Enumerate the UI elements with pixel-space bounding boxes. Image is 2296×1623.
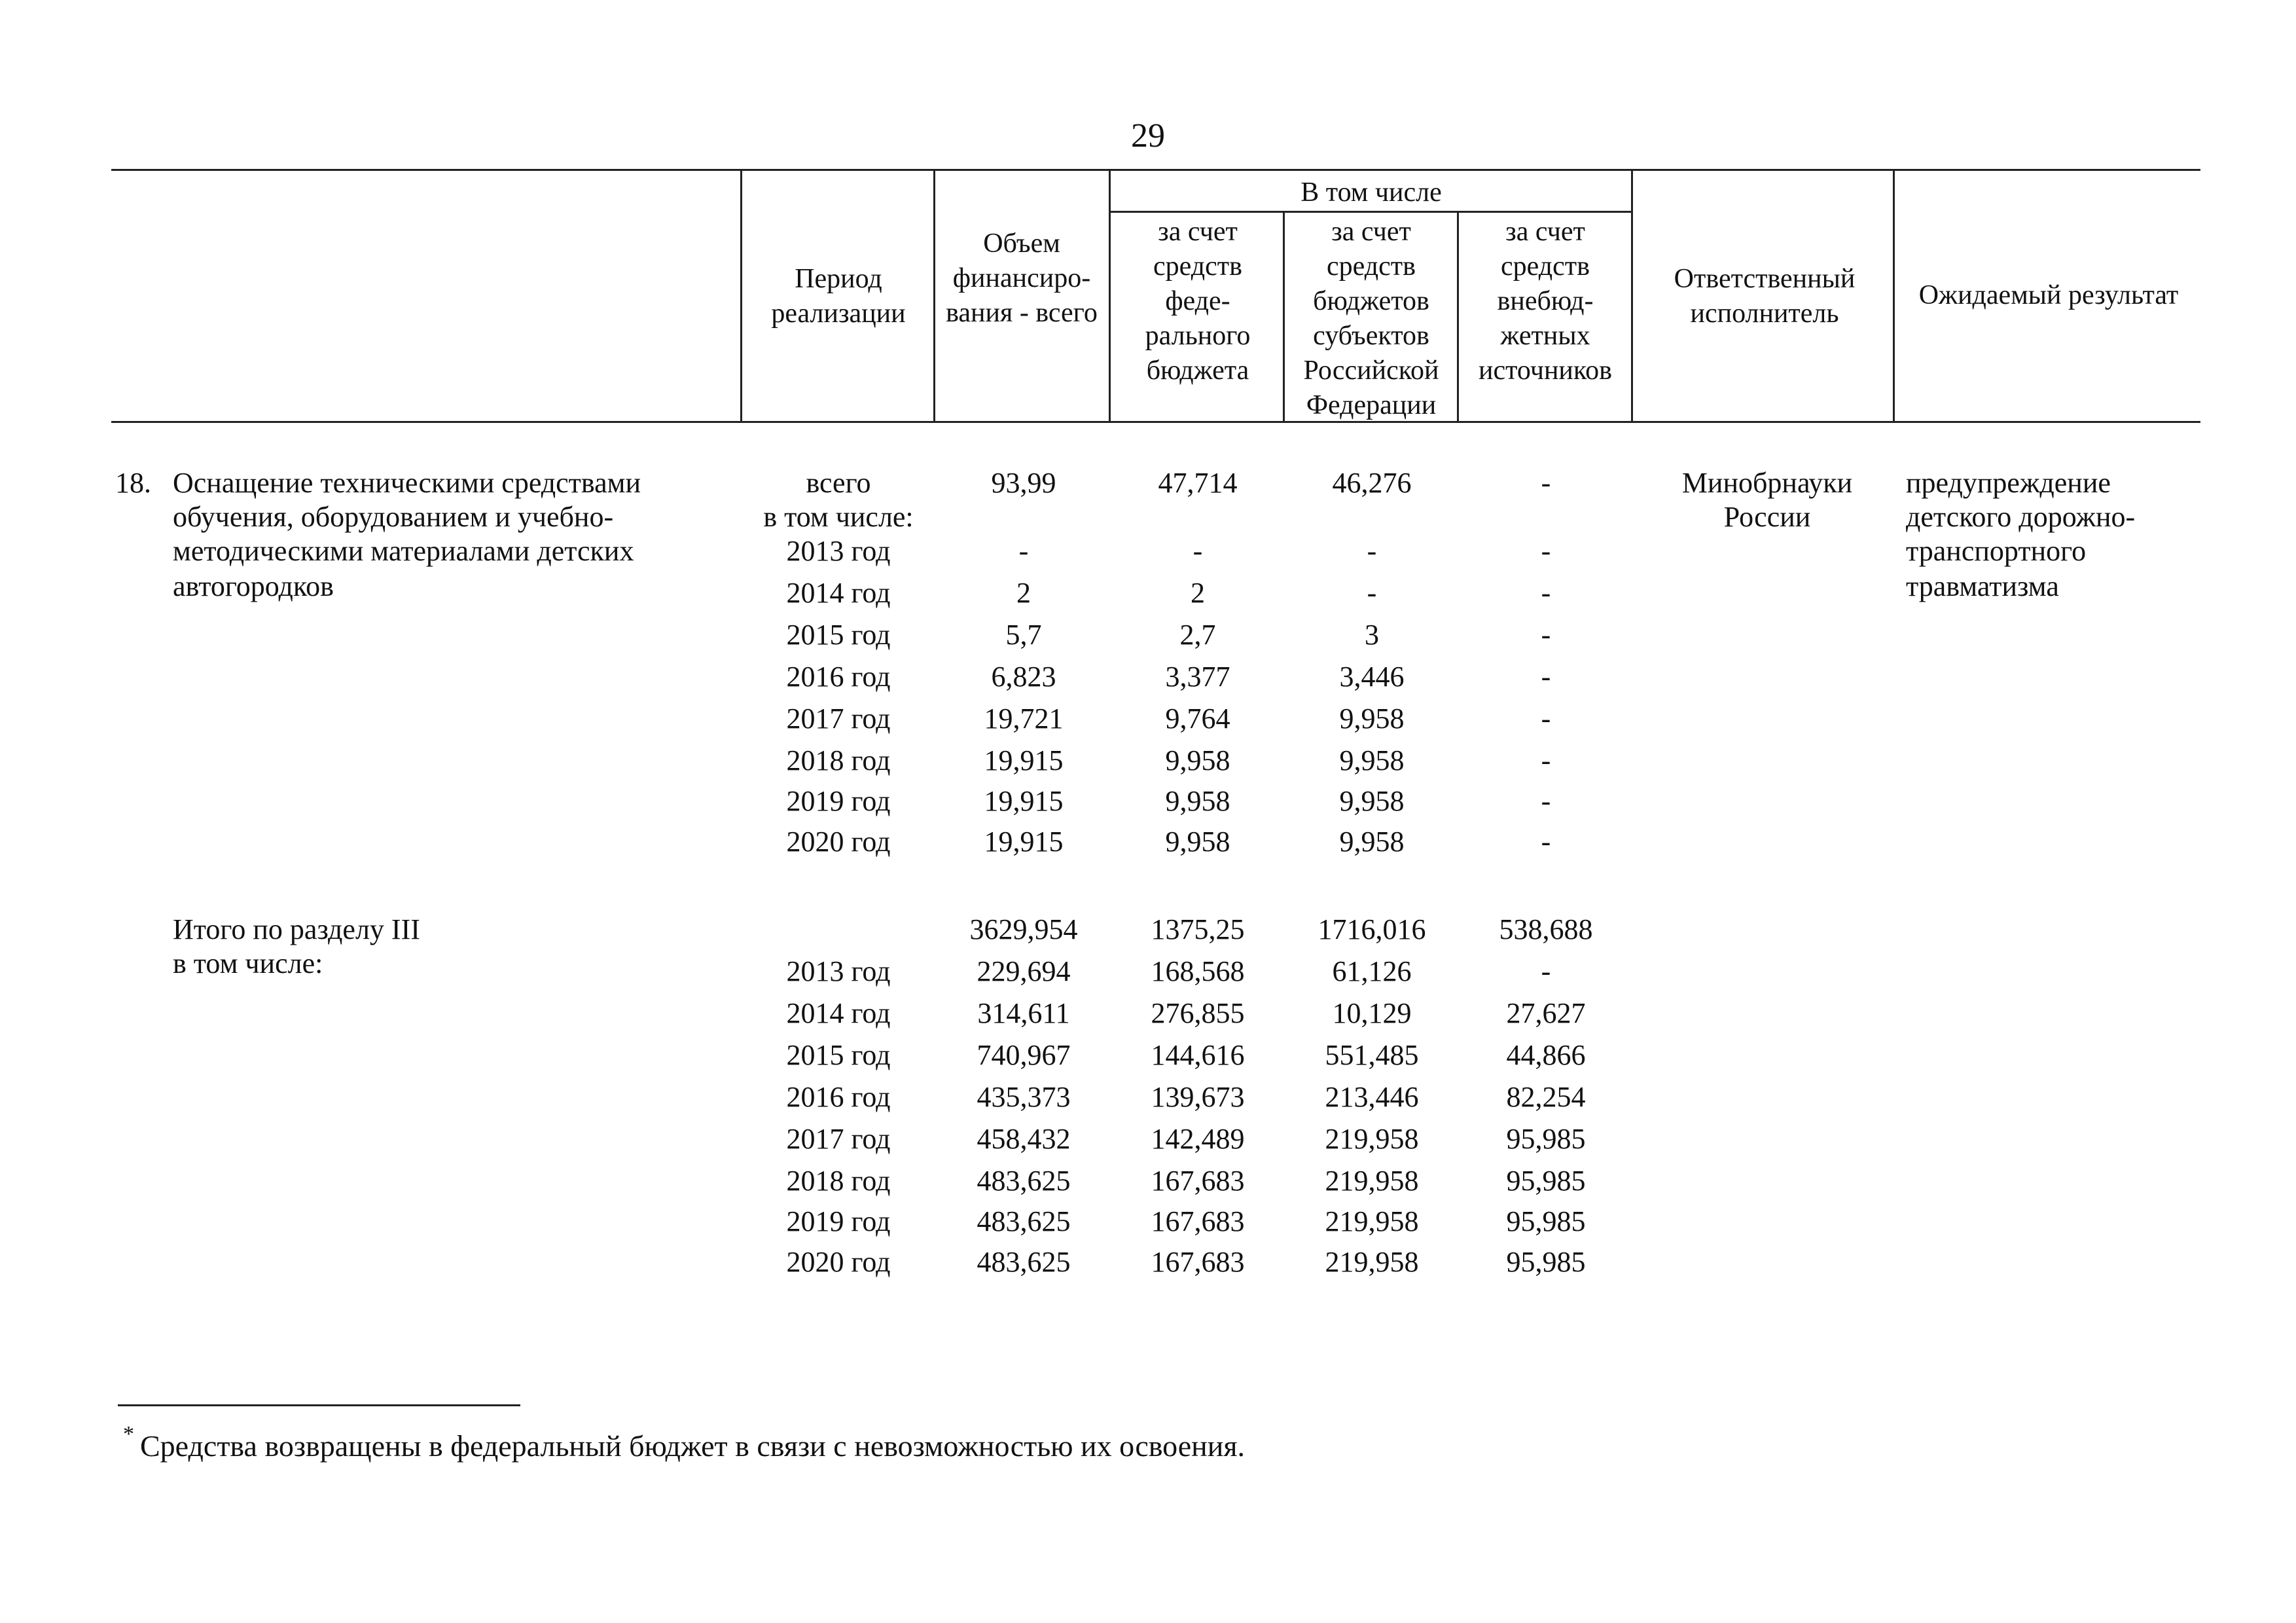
col-divider [740, 169, 742, 423]
footnote-mark: * [123, 1422, 134, 1446]
row-extra: - [1541, 661, 1551, 693]
row-extra: 95,985 [1506, 1123, 1586, 1155]
row-period: 2019 год [786, 1205, 891, 1237]
section-total-title: Итого по разделу III [173, 913, 420, 945]
header-result: Ожидаемый результат [1918, 280, 2179, 310]
footnote-text: Средства возвращены в федеральный бюджет в связи с невозможностью их освоения. [140, 1429, 1246, 1463]
header-volume: Объем финансиро- вания - всего [946, 228, 1098, 328]
row-period: 2020 год [786, 1246, 891, 1278]
row-period: 2019 год [786, 785, 891, 817]
col-divider [1457, 211, 1459, 423]
item-title-line: автогородков [173, 570, 334, 602]
row-extra: - [1541, 744, 1551, 776]
row-total: 2 [1016, 577, 1031, 609]
section-total-subtitle: в том числе: [173, 947, 323, 979]
row-extra: - [1541, 535, 1551, 567]
row-total: 19,915 [984, 785, 1064, 817]
row-federal: 9,764 [1165, 702, 1230, 735]
row-extra: - [1541, 826, 1551, 858]
row-period: 2016 год [786, 661, 891, 693]
row-regional: - [1367, 535, 1377, 567]
row-federal: 167,683 [1151, 1246, 1245, 1278]
header-including: В том числе [1300, 177, 1442, 208]
row-period: в том числе: [763, 501, 914, 533]
row-extra: - [1541, 702, 1551, 735]
row-federal: 9,958 [1165, 744, 1230, 776]
row-regional: 219,958 [1325, 1246, 1419, 1278]
result-line: предупреждение [1906, 467, 2111, 499]
row-extra: - [1541, 467, 1551, 499]
row-regional: - [1367, 577, 1377, 609]
header-bottom-rule [111, 421, 2200, 423]
row-period: 2018 год [786, 744, 891, 776]
row-period: 2017 год [786, 1123, 891, 1155]
row-federal: - [1193, 535, 1203, 567]
page-number: 29 [1131, 117, 1165, 155]
row-total: 458,432 [977, 1123, 1071, 1155]
row-extra: - [1541, 955, 1551, 987]
row-extra: - [1541, 577, 1551, 609]
row-total: 19,721 [984, 702, 1064, 735]
item-title-line: Оснащение техническими средствами [173, 467, 641, 499]
header-executor: Ответственный исполнитель [1674, 264, 1856, 329]
row-total: 19,915 [984, 826, 1064, 858]
row-regional: 9,958 [1339, 785, 1405, 817]
row-period: 2015 год [786, 1039, 891, 1071]
executor-line: Минобрнауки [1681, 467, 1853, 499]
row-period: 2020 год [786, 826, 891, 858]
row-regional: 46,276 [1332, 467, 1412, 499]
col-divider [1109, 169, 1111, 423]
row-extra: - [1541, 785, 1551, 817]
row-federal: 9,958 [1165, 785, 1230, 817]
including-rule [1109, 211, 1631, 213]
row-extra: 27,627 [1506, 997, 1586, 1029]
row-extra: 538,688 [1499, 913, 1593, 945]
row-federal: 47,714 [1158, 467, 1238, 499]
row-federal: 167,683 [1151, 1165, 1245, 1197]
row-federal: 276,855 [1151, 997, 1245, 1029]
row-total: 483,625 [977, 1246, 1071, 1278]
col-divider [1893, 169, 1895, 423]
row-period: 2014 год [786, 577, 891, 609]
row-federal: 167,683 [1151, 1205, 1245, 1237]
row-regional: 3,446 [1339, 661, 1405, 693]
row-federal: 1375,25 [1151, 913, 1245, 945]
row-extra: - [1541, 619, 1551, 651]
col-divider [1283, 211, 1285, 423]
row-total: 229,694 [977, 955, 1071, 987]
row-regional: 219,958 [1325, 1205, 1419, 1237]
row-regional: 219,958 [1325, 1165, 1419, 1197]
row-total: 5,7 [1005, 619, 1042, 651]
row-period: всего [806, 467, 871, 499]
row-total: 3629,954 [969, 913, 1078, 945]
row-total: 740,967 [977, 1039, 1071, 1071]
row-extra: 95,985 [1506, 1165, 1586, 1197]
row-regional: 551,485 [1325, 1039, 1419, 1071]
header-extrabudget: за счет средств внебюд- жетных источников [1478, 217, 1612, 386]
col-divider [933, 169, 935, 423]
header-federal: за счет средств феде- рального бюджета [1145, 217, 1251, 386]
row-regional: 9,958 [1339, 702, 1405, 735]
row-total: 19,915 [984, 744, 1064, 776]
row-extra: 82,254 [1506, 1081, 1586, 1113]
item-title-line: обучения, оборудованием и учебно- [173, 501, 614, 533]
row-federal: 144,616 [1151, 1039, 1245, 1071]
row-regional: 3 [1365, 619, 1379, 651]
row-total: 483,625 [977, 1165, 1071, 1197]
row-extra: 95,985 [1506, 1246, 1586, 1278]
row-total: 483,625 [977, 1205, 1071, 1237]
row-federal: 139,673 [1151, 1081, 1245, 1113]
row-federal: 3,377 [1165, 661, 1230, 693]
header-regional: за счет средств бюджетов субъектов Российской Федерации [1303, 217, 1439, 420]
executor-line: России [1723, 501, 1811, 533]
row-total: - [1018, 535, 1029, 567]
row-regional: 61,126 [1332, 955, 1412, 987]
row-total: 6,823 [991, 661, 1056, 693]
item-number: 18. [115, 467, 151, 499]
row-period: 2015 год [786, 619, 891, 651]
row-federal: 142,489 [1151, 1123, 1245, 1155]
row-period: 2014 год [786, 997, 891, 1029]
item-title-line: методическими материалами детских [173, 535, 634, 567]
result-line: транспортного [1906, 535, 2087, 567]
row-regional: 9,958 [1339, 744, 1405, 776]
row-total: 93,99 [991, 467, 1056, 499]
header-top-rule [111, 169, 2200, 171]
row-federal: 2,7 [1179, 619, 1216, 651]
row-extra: 44,866 [1506, 1039, 1586, 1071]
row-period: 2016 год [786, 1081, 891, 1113]
result-line: травматизма [1906, 570, 2059, 602]
row-regional: 9,958 [1339, 826, 1405, 858]
row-regional: 219,958 [1325, 1123, 1419, 1155]
header-period: Период реализации [771, 264, 906, 329]
row-regional: 1716,016 [1318, 913, 1426, 945]
row-period: 2018 год [786, 1165, 891, 1197]
row-period: 2017 год [786, 702, 891, 735]
row-extra: 95,985 [1506, 1205, 1586, 1237]
row-regional: 213,446 [1325, 1081, 1419, 1113]
row-federal: 2 [1191, 577, 1205, 609]
footnote-rule [118, 1404, 520, 1406]
row-total: 435,373 [977, 1081, 1071, 1113]
row-regional: 10,129 [1332, 997, 1412, 1029]
col-divider [1631, 169, 1633, 423]
row-period: 2013 год [786, 955, 891, 987]
row-total: 314,611 [977, 997, 1070, 1029]
row-federal: 168,568 [1151, 955, 1245, 987]
row-federal: 9,958 [1165, 826, 1230, 858]
row-period: 2013 год [786, 535, 891, 567]
result-line: детского дорожно- [1906, 501, 2136, 533]
